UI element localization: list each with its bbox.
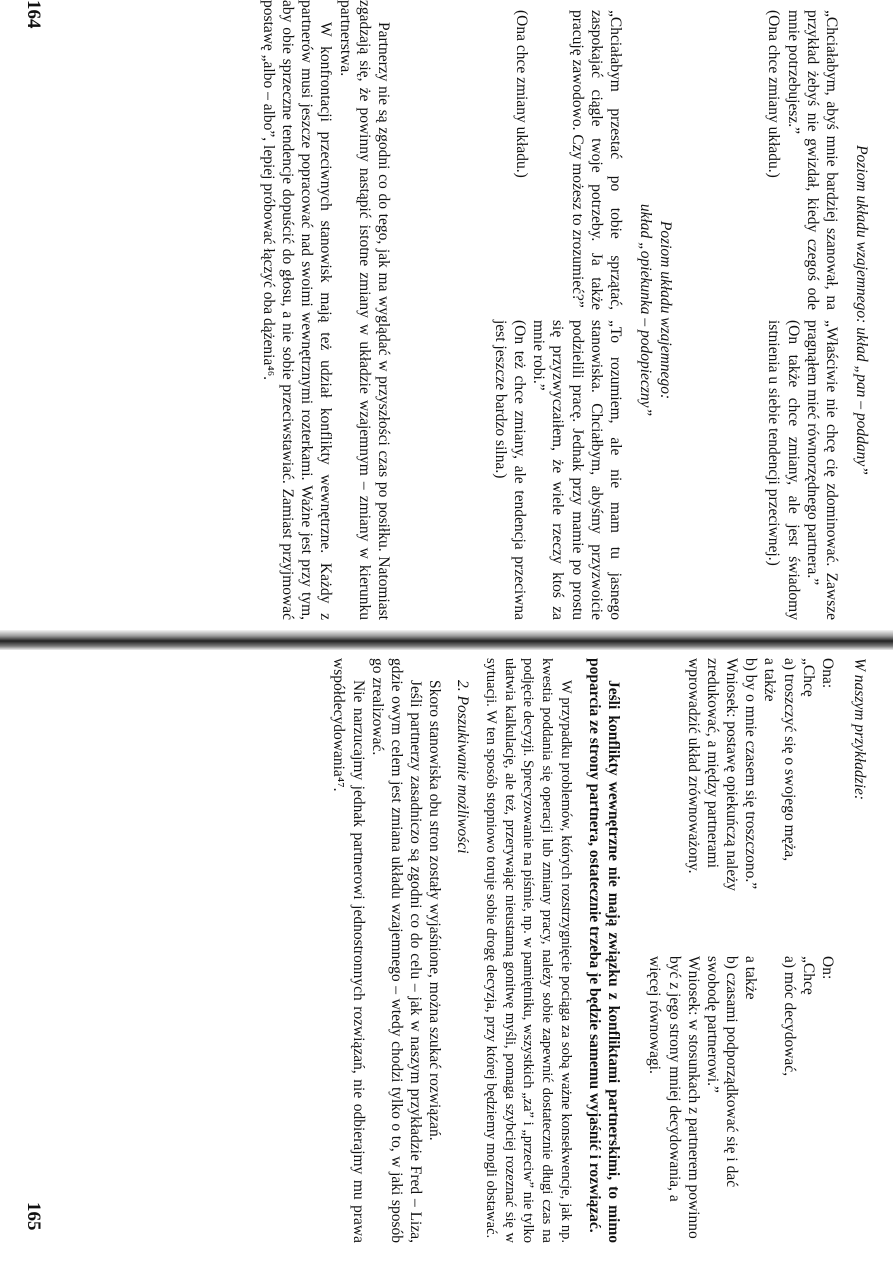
left-mid-heading-1: Poziom układu wzajemnego: [657, 220, 674, 400]
his-label: On: [819, 956, 836, 980]
right-left-column [683, 658, 837, 943]
left-mid-right-note: (On też chce zmiany, ale tendencja przeciwna jest jeszcze bardzo silna.) [491, 320, 528, 620]
her-point-b: b) by o mnie czasem się troszczono.” [742, 658, 760, 890]
left-body-paragraph-2: W konfrontacji przeciwnych stanowisk mają też udział konflikty wewnętrzne. Każdy z partnerów musi jeszcze popracować nad swoimi wewnętrznymi rozterkami. Ważne jest przy tym, aby obie sprzeczne tendencje dopuścić do głosu, a nie sobie przeciwstawiać. Zamiast przyjmować postawę „albo – albo”, lepiej próbować łączyć oba dążenia⁴⁶. [259, 0, 335, 620]
left-page-rotated-content [0, 0, 893, 620]
left-mid-heading-2: układ „opiekunka – podopieczny” [637, 203, 654, 417]
her-label: Ona: [819, 658, 836, 689]
right-body [329, 658, 623, 1243]
left-top-left-column [764, 10, 841, 310]
left-mid-left-column [512, 10, 625, 310]
right-paragraph-4: Jeśli partnerzy zasadniczo są zgodni co do celu – jak w naszym przykładzie Fred – Liza, gdzie owym celem jest zmiana układu wzajemnego – wtedy chodzi tylko o to, w jaki sposób go zrealizować. [368, 658, 425, 1243]
left-top-left-note: (Ona chce zmiany układu.) [765, 10, 783, 178]
right-right-column [645, 956, 837, 1241]
left-mid-right-column [491, 320, 625, 620]
her-want: „Chcę [799, 658, 817, 697]
right-paragraph-2: W przypadku problemów, których rozstrzygnięcie pociąga za sobą ważne konsekwencje, jak np. kwestia poddania się operacji lub zmiany pracy, należy sobie zapewnić dostatecznie długi czas na podjęcie decyzji. Sprecyzowanie na piśmie, np. w pamiętniku, wszystkich „za” i „przeciw” nie tylko ułatwia kalkulację, ale też, przerywając nieustanną gonitwę myśli, pomaga szybciej rozeznać się w sytuacji. W ten sposób stopniowo toruje sobie drogę decyzja, przy której będziemy mogli obstawać. [483, 658, 574, 1243]
left-top-right-quote: „Właściwie nie chcę cię zdominować. Zawsze pragnąłem mieć równorzędnego partnera.” [803, 320, 840, 620]
right-page [0, 650, 893, 1263]
left-mid-left-quote: „Chciałabym przestać po tobie sprzątać, zaspokajać ciągle twoje potrzeby. Ja także pracuję zawodowo. Czy możesz to zrozumieć?” [568, 10, 624, 310]
her-conclusion: Wniosek: postawę opiekuńczą należy zredukować, a między partnerami wprowadzić układ zrównoważony. [684, 658, 740, 891]
left-top-right-column [764, 320, 841, 620]
left-page [0, 0, 893, 630]
left-mid-left-note: (Ona chce zmiany układu.) [513, 10, 531, 178]
right-page-rotated-content [0, 650, 893, 1250]
right-heading: W naszym przykładzie: [851, 658, 868, 801]
his-also: a także [742, 956, 760, 1000]
left-top-right-note: (On także chce zmiany, ale jest świadomy istnienia u siebie tendencji przeciwnej.) [765, 320, 802, 620]
left-top-heading: Poziom układu wzajemnego: układ „pan – poddany” [853, 145, 870, 475]
her-point-a: a) troszczyć się o swojego męża, [780, 658, 798, 862]
right-paragraph-5: Nie narzucajmy jednak partnerowi jednostronnych rozwiązań, nie odbierajmy mu prawa współdecydowania⁴⁷. [330, 658, 367, 1243]
right-paragraph-3: Skoro stanowiska obu stron zostały wyjaśnione, można szukać rozwiązań. [426, 680, 444, 1141]
his-point-a: a) móc decydować, [780, 956, 798, 1077]
left-top-left-quote: „Chciałabym, abyś mnie bardziej szanował, na przykład żebyś nie gwizdał, kiedy czegoś ode mnie potrzebujesz.” [784, 10, 840, 310]
her-also: a także [761, 658, 779, 702]
left-body-paragraph-1: Partnerzy nie są zgodni co do tego, jak ma wyglądać w przyszłości czas po posiłku. Natomiast zgadzają się, że powinny nastąpić istotne zmiany w układzie wzajemnym – zmiany w kierunku partnerstwa. [336, 0, 392, 620]
his-point-b: b) czasami podporządkować się i dać swobodę partnerowi.” [703, 956, 741, 1188]
right-bold-paragraph: Jeśli konflikty wewnętrzne nie mają związku z konfliktami partnerskimi, to mimo poparcia ze strony partnera, ostatecznie trzeba je będzie samemu wyjaśnić i rozwiązać. [585, 658, 622, 1243]
his-want: „Chcę [799, 956, 817, 995]
left-mid-right-quote: „To rozumiem, ale nie mam tu jasnego stanowiska. Chciałbym, abyśmy przyzwoicie podzielili pracę. Jednak przy mamie po prostu się przyzwyczaiłem, że wiele rzeczy ktoś za mnie robi.” [530, 320, 624, 620]
section-heading: 2. Poszukiwanie możliwości [453, 680, 471, 854]
left-body [259, 0, 393, 620]
right-page-number: 165 [23, 1202, 44, 1231]
book-spine [0, 630, 893, 650]
his-conclusion: Wniosek: w stosunkach z partnerem powinno być z jego strony mniej decydowania, a więcej równowagi. [646, 956, 702, 1239]
left-page-number: 164 [23, 0, 44, 29]
